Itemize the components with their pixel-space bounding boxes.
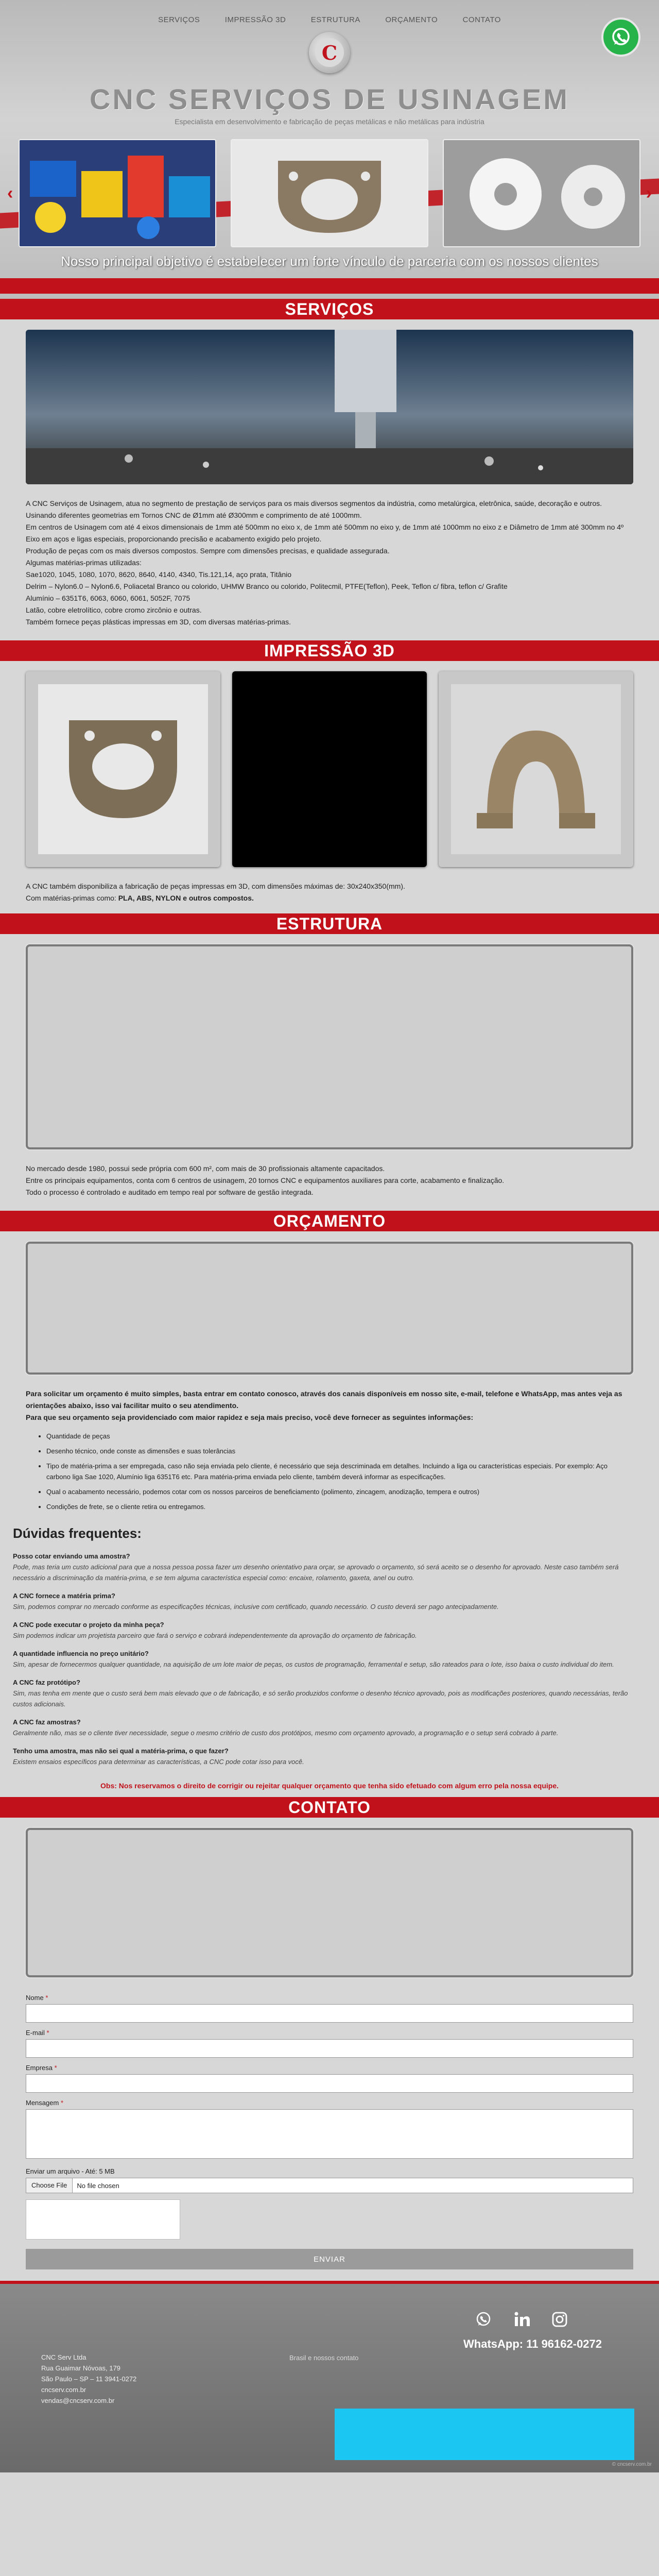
name-label-text: Nome	[26, 1994, 44, 2002]
nav-estrutura[interactable]: ESTRUTURA	[310, 15, 360, 24]
main-nav	[0, 15, 659, 25]
company-email[interactable]: vendas@cncserv.com.br	[41, 2397, 115, 2404]
faq-item	[13, 1590, 646, 1612]
file-upload-field[interactable]	[26, 2178, 633, 2193]
message-label-text: Mensagem	[26, 2099, 59, 2107]
footer-middle-text: Brasil e nossos contato	[289, 2354, 359, 2362]
slide-image-3	[443, 139, 640, 247]
linkedin-icon[interactable]	[513, 2311, 530, 2328]
slider-prev-arrow[interactable]: ‹	[7, 183, 13, 203]
submit-button[interactable]: ENVIAR	[26, 2249, 633, 2269]
structure-text	[26, 1163, 633, 1198]
quote-requirements-list	[26, 1431, 633, 1512]
quote-intro-text: Para solicitar um orçamento é muito simples, basta entrar em contato conosco, através dos canais disponíveis em nosso site, e-mail, telefone e WhatsApp, mas antes veja as orientações abaixo, isso vai facilitar muito o seu atendimento.	[26, 1389, 622, 1410]
print3d-image-3[interactable]	[439, 671, 633, 867]
services-paragraph: Usinando diferentes geometrias em Tornos CNC de Ø1mm até Ø300mm e comprimento de até 1000mm.	[26, 511, 362, 519]
services-paragraph: Sae1020, 1045, 1080, 1070, 8620, 8640, 4140, 4340, Tis.121,14, aço prata, Titânio	[26, 570, 292, 579]
structure-media-frame[interactable]	[26, 944, 633, 1149]
structure-line-3: Todo o processo é controlado e auditado em tempo real por software de gestão integrada.	[26, 1188, 314, 1196]
services-paragraph: Alumínio – 6351T6, 6063, 6060, 6061, 5052F, 7075	[26, 594, 190, 602]
services-paragraph: Também fornece peças plásticas impressas em 3D, com diversas matérias-primas.	[26, 618, 291, 626]
faq-answer: Sim podemos indicar um projetista parceiro que fará o serviço e cobrará independentemente da aprovação do orçamento de fabricação.	[13, 1632, 417, 1639]
faq-answer: Existem ensaios específicos para determinar as características, a CNC pode cotar isso para você.	[13, 1758, 304, 1766]
footer-whatsapp-number[interactable]: WhatsApp: 11 96162-0272	[463, 2337, 602, 2350]
hero-motto: Nosso principal objetivo é estabelecer um forte vínculo de parceria com os nossos clientes	[61, 253, 598, 269]
quote-media-frame[interactable]	[26, 1242, 633, 1375]
nav-orcamento[interactable]: ORÇAMENTO	[385, 15, 438, 24]
faq-section	[0, 1526, 659, 1790]
print3d-video-placeholder[interactable]	[232, 671, 427, 867]
nav-impressao-3d[interactable]: IMPRESSÃO 3D	[224, 15, 286, 24]
print3d-text	[26, 880, 633, 904]
quote-intro	[26, 1388, 633, 1423]
print3d-image-1[interactable]	[26, 671, 220, 867]
nav-servicos[interactable]: SERVIÇOS	[158, 15, 200, 24]
slider-next-arrow[interactable]: ›	[646, 183, 652, 203]
site-footer	[0, 2281, 659, 2472]
print3d-line-1: A CNC também disponibiliza a fabricação de peças impressas em 3D, com dimensões máximas de: 30x240x350(mm).	[26, 882, 405, 890]
services-paragraph: Em centros de Usinagem com até 4 eixos dimensionais de 1mm até 500mm no eixo x, de 1mm até 500mm no eixo y, de 1mm até 1000mm no eixo z e Diâmetro de 1mm até 300mm no 4º Eixo em aços e ligas especiais, proporcionando precisão e acabamento exigido pelo projeto.	[26, 523, 624, 543]
slide-image-2	[231, 139, 428, 247]
email-input[interactable]	[26, 2039, 633, 2058]
nav-contato[interactable]: CONTATO	[462, 15, 501, 24]
required-marker: *	[54, 2064, 57, 2072]
list-item: • Qual o acabamento necessário, podemos cotar com os nossos parceiros de beneficiamento (polimento, zincagem, anodização, tempera e outros)	[46, 1486, 633, 1497]
file-status-text: No file chosen	[77, 2181, 119, 2190]
captcha-widget[interactable]	[26, 2199, 180, 2240]
section-title-contato: CONTATO	[0, 1797, 659, 1818]
choose-file-button[interactable]: Choose File	[26, 2178, 73, 2193]
company-label	[26, 2064, 633, 2072]
faq-item	[13, 1745, 646, 1767]
message-label	[26, 2099, 633, 2107]
faq-item	[13, 1717, 646, 1738]
print3d-gallery	[26, 671, 633, 867]
faq-question: A CNC faz protótipo?	[13, 1679, 80, 1686]
whatsapp-icon	[610, 26, 632, 48]
structure-line-1: No mercado desde 1980, possui sede própria com 600 m², com mais de 30 profissionais altamente capacitados.	[26, 1164, 385, 1173]
services-paragraph: Algumas matérias-primas utilizadas:	[26, 558, 142, 567]
faq-item	[13, 1648, 646, 1670]
services-banner-image	[26, 330, 633, 484]
footer-top-stripe	[0, 2281, 659, 2284]
company-website[interactable]: cncserv.com.br	[41, 2386, 86, 2394]
name-label	[26, 1994, 633, 2002]
message-textarea[interactable]	[26, 2109, 633, 2159]
services-text	[26, 498, 633, 628]
slide-image-1	[19, 139, 216, 247]
company-input[interactable]	[26, 2074, 633, 2093]
contact-form	[26, 1994, 633, 2269]
list-item: • Desenho técnico, onde conste as dimensões e suas tolerâncias	[46, 1446, 633, 1456]
company-city-phone: São Paulo – SP – 11 3941-0272	[41, 2375, 137, 2383]
faq-item	[13, 1677, 646, 1709]
list-item: • Condições de frete, se o cliente retira ou entregamos.	[46, 1501, 633, 1512]
services-paragraph: Produção de peças com os mais diversos compostos. Sempre com dimensões precisas, e qualidade assegurada.	[26, 547, 390, 555]
footer-highlight-box	[335, 2409, 634, 2460]
faq-question: A CNC faz amostras?	[13, 1718, 81, 1726]
email-label	[26, 2029, 633, 2037]
instagram-icon[interactable]	[551, 2311, 568, 2328]
section-title-estrutura: ESTRUTURA	[0, 913, 659, 934]
required-marker: *	[46, 2029, 49, 2037]
list-item: • Tipo de matéria-prima a ser empregada, caso não seja enviada pelo cliente, é necessário que seja descriminada em detalhes. Incluindo a liga ou características especiais. Por exemplo: Aço carbono liga Sae 1020, Alumínio liga 6351T6 etc. Para matéria-prima enviada pelo cliente, também deverá informar as especificações.	[46, 1461, 633, 1482]
file-upload-label: Enviar um arquivo - Até: 5 MB	[26, 2167, 115, 2175]
faq-answer: Sim, mas tenha em mente que o custo será bem mais elevado que o de fabricação, e só serão produzidos conforme o desenho técnico aprovado, pois as modificações posteriores, quando necessárias, terão custos adicionais.	[13, 1689, 628, 1708]
section-title-impressao-3d: IMPRESSÃO 3D	[0, 640, 659, 661]
faq-title: Dúvidas frequentes:	[13, 1526, 142, 1541]
section-title-orcamento: ORÇAMENTO	[0, 1211, 659, 1231]
services-paragraph: Delrim – Nylon6.0 – Nylon6.6, Poliacetal Branco ou colorido, UHMW Branco ou colorido, Politecmil, PTFE(Teflon), Peek, Teflon c/ fibra, teflon c/ Grafite	[26, 582, 508, 590]
faq-question: A CNC pode executar o projeto da minha peça?	[13, 1621, 164, 1629]
company-name: CNC Serv Ltda	[41, 2353, 86, 2361]
hero-bottom-band	[0, 278, 659, 294]
name-input[interactable]	[26, 2004, 633, 2023]
brand-subtitle: Especialista em desenvolvimento e fabricação de peças metálicas e não metálicas para indústria	[175, 117, 484, 126]
list-item: • Quantidade de peças	[46, 1431, 633, 1442]
faq-item	[13, 1619, 646, 1641]
company-logo[interactable]	[309, 32, 350, 73]
services-paragraph: A CNC Serviços de Usinagem, atua no segmento de prestação de serviços para os mais diversos segmentos da indústria, como metalúrgica, eletrônica, saúde, decoração e outros.	[26, 499, 602, 507]
print3d-line-2	[26, 892, 633, 904]
footer-company-info	[41, 2352, 136, 2406]
footer-copyright: © cncserv.com.br	[612, 2462, 652, 2467]
company-address: Rua Guaimar Nóvoas, 179	[41, 2364, 120, 2372]
quote-intro-text-2: Para que seu orçamento seja providenciado com maior rapidez e seja mais preciso, você deve fornecer as seguintes informações:	[26, 1413, 474, 1421]
faq-answer: Pode, mas teria um custo adicional para que a nossa pessoa possa fazer um desenho orientativo para orçar, se aprovado o orçamento, só será aceito se o desenho for aprovado. Neste caso também será necessário a discriminação da matéria-prima, e se tem alguma característica especial como: encaixe, rolamento, gaxeta, anel ou outro.	[13, 1563, 619, 1582]
social-links	[475, 2311, 568, 2328]
hero-header	[0, 0, 659, 299]
contact-map-frame[interactable]	[26, 1828, 633, 1977]
email-label-text: E-mail	[26, 2029, 45, 2037]
faq-answer: Sim, podemos comprar no mercado conforme as especificações técnicas, inclusive com certificado, quando necessário. O custo deverá ser pago antecipadamente.	[13, 1603, 499, 1611]
company-label-text: Empresa	[26, 2064, 53, 2072]
faq-item	[13, 1551, 646, 1583]
services-paragraph: Latão, cobre eletrolítico, cobre cromo zircônio e outras.	[26, 606, 202, 614]
quote-disclaimer: Obs: Nos reservamos o direito de corrigir ou rejeitar qualquer orçamento que tenha sido efetuado com algum erro pela nossa equipe.	[100, 1782, 559, 1790]
print3d-materials-prefix: Com matérias-primas como:	[26, 894, 118, 902]
faq-answer: Sim, apesar de fornecermos qualquer quantidade, na aquisição de um lote maior de peças, os custos de programação, ferramental e setup, são rateados para o lote, isso baixa o custo individual do item.	[13, 1660, 614, 1668]
print3d-materials-list: PLA, ABS, NYLON e outros compostos.	[118, 894, 254, 902]
structure-line-2: Entre os principais equipamentos, conta com 6 centros de usinagem, 20 tornos CNC e equipamentos auxiliares para corte, acabamento e finalização.	[26, 1176, 505, 1184]
required-marker: *	[45, 1994, 48, 2002]
whatsapp-icon[interactable]	[475, 2311, 492, 2328]
faq-question: A CNC fornece a matéria prima?	[13, 1592, 115, 1600]
faq-question: Tenho uma amostra, mas não sei qual a matéria-prima, o que fazer?	[13, 1747, 229, 1755]
required-marker: *	[60, 2099, 63, 2107]
faq-answer: Geralmente não, mas se o cliente tiver necessidade, segue o mesmo critério de custo dos protótipos, mesmo com orçamento aprovado, a programação e o setup será cobrado à parte.	[13, 1729, 559, 1737]
section-title-servicos: SERVIÇOS	[0, 299, 659, 319]
faq-question: A quantidade influencia no preço unitário?	[13, 1650, 149, 1657]
faq-question: Posso cotar enviando uma amostra?	[13, 1552, 130, 1560]
brand-title: CNC SERVIÇOS DE USINAGEM	[90, 83, 569, 115]
logo-letter: C	[315, 38, 344, 67]
whatsapp-float-button[interactable]	[601, 18, 640, 57]
